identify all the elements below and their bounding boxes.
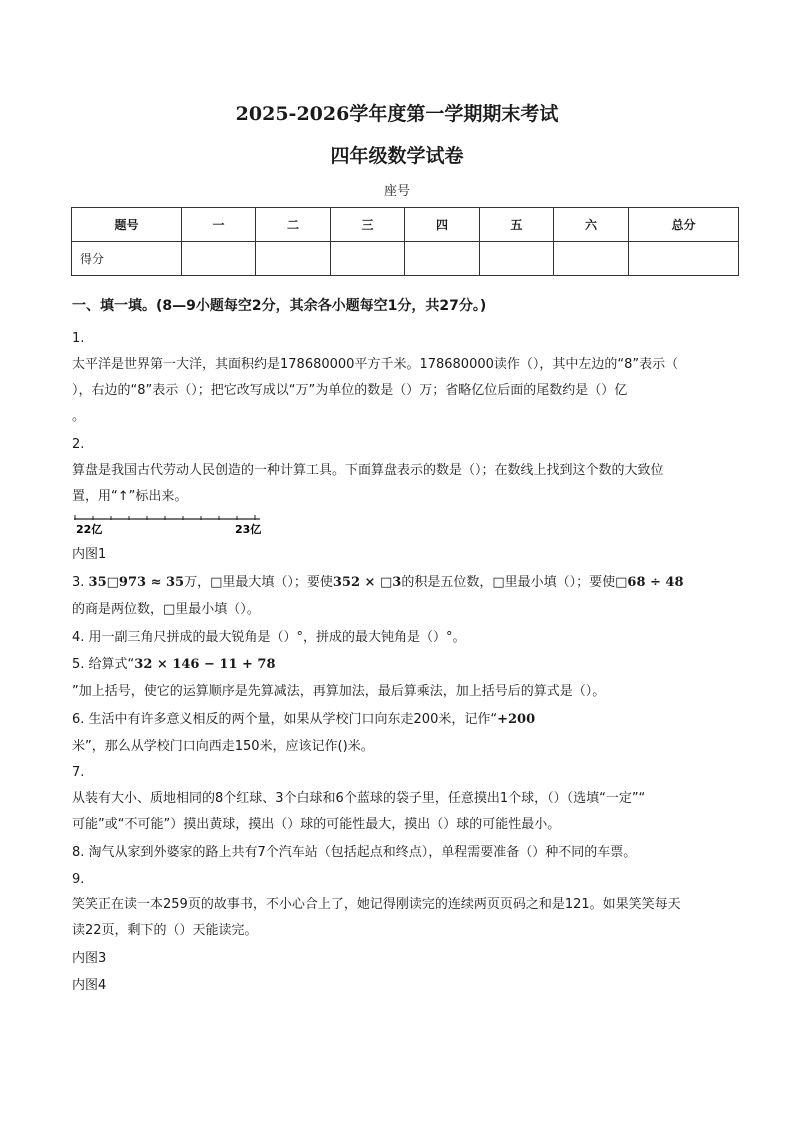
score-row-label: 得分 (72, 242, 182, 276)
figure-placeholder-3: 内图3 (72, 951, 107, 966)
q1-line3: 。 (72, 409, 86, 424)
exam-title: 2025-2026学年度第一学期期末考试 (235, 103, 559, 125)
q5-prefix: 5. 给算式“ (72, 657, 135, 672)
score-cell[interactable] (629, 242, 739, 276)
number-line (72, 513, 267, 537)
q9-line2: 读22页，剩下的（）天能读完。 (72, 923, 258, 938)
q3-line2: 的商是两位数，□里最小填（）。 (72, 602, 260, 617)
seat-label: 座号 (383, 184, 410, 199)
score-cell[interactable] (331, 242, 405, 276)
exam-subtitle: 四年级数学试卷 (330, 145, 464, 167)
q3-text1: 万，□里最大填（）；要使 (184, 575, 333, 590)
q3-line1 (72, 574, 684, 592)
q6-prefix: 6. 生活中有许多意义相反的两个量，如果从学校门口向东走200米，记作“ (72, 712, 498, 727)
q7-number: 7. (72, 765, 85, 780)
q7-line2: 可能”或“不可能”）摸出黄球，摸出（）球的可能性最大，摸出（）球的可能性最小。 (72, 817, 561, 832)
figure-placeholder-4: 内图4 (72, 978, 107, 993)
q2-line1: 算盘是我国古代劳动人民创造的一种计算工具。下面算盘表示的数是（）；在数线上找到这个数的大致位 (72, 463, 664, 478)
section-heading: 一、填一填。(8—9小题每空2分，其余各小题每空1分，共27分。) (72, 298, 487, 314)
q9-number: 9. (72, 872, 85, 887)
number-line-left-label: 22亿 (76, 523, 103, 536)
score-table (71, 207, 739, 276)
q6-line1 (72, 711, 535, 729)
q4-line: 4. 用一副三角尺拼成的最大锐角是（）°，拼成的最大钝角是（）°。 (72, 630, 466, 645)
score-header-cell: 题号 (72, 208, 182, 242)
q5-math: 32 × 146 − 11 + 78 (134, 657, 276, 672)
score-header-cell: 五 (480, 208, 554, 242)
q7-line1: 从装有大小、质地相同的8个红球、3个白球和6个蓝球的袋子里，任意摸出1个球，（）（选填“一定”“ (72, 791, 646, 806)
q1-line1: 太平洋是世界第一大洋，其面积约是178680000平方千米。178680000读作（），其中左边的“8”表示（ (72, 357, 679, 372)
score-table-header-row (72, 208, 739, 242)
score-cell[interactable] (554, 242, 629, 276)
number-line-right-label: 23亿 (235, 523, 262, 536)
q3-math3: □68 ÷ 48 (615, 575, 684, 590)
score-header-cell: 六 (554, 208, 629, 242)
q8-line: 8. 淘气从家到外婆家的路上共有7个汽车站（包括起点和终点），单程需要准备（）种不同的车票。 (72, 845, 637, 860)
q3-math1: 35□973 ≈ 35 (88, 575, 185, 590)
q3-math2: 352 × □3 (332, 575, 402, 590)
q5-line1 (72, 656, 276, 674)
score-cell[interactable] (182, 242, 256, 276)
q6-math: +200 (497, 712, 536, 727)
q9-line1: 笑笑正在读一本259页的故事书，不小心合上了，她记得刚读完的连续两页页码之和是121。如果笑笑每天 (72, 897, 681, 912)
score-header-cell: 二 (256, 208, 331, 242)
score-cell[interactable] (256, 242, 331, 276)
q2-line2: 置，用“↑”标出来。 (72, 489, 188, 504)
q5-line2: ”加上括号，使它的运算顺序是先算减法，再算加法，最后算乘法，加上括号后的算式是（）。 (72, 684, 606, 699)
q1-number: 1. (72, 331, 85, 346)
q6-line2: 米”，那么从学校门口向西走150米，应该记作()米。 (72, 739, 374, 754)
score-cell[interactable] (405, 242, 480, 276)
score-cell[interactable] (480, 242, 554, 276)
figure-placeholder-1: 内图1 (72, 547, 107, 562)
score-header-cell: 一 (182, 208, 256, 242)
q1-line2: ），右边的“8”表示（）；把它改写成以“万”为单位的数是（）万；省略亿位后面的尾数约是（）亿 (72, 383, 628, 398)
score-table-row (72, 242, 739, 276)
q2-number: 2. (72, 437, 85, 452)
score-header-cell: 三 (331, 208, 405, 242)
q3-text2: 的积是五位数，□里最小填（）；要使 (401, 575, 616, 590)
score-header-cell: 四 (405, 208, 480, 242)
q3-prefix: 3. (72, 575, 89, 590)
score-header-cell: 总分 (629, 208, 739, 242)
